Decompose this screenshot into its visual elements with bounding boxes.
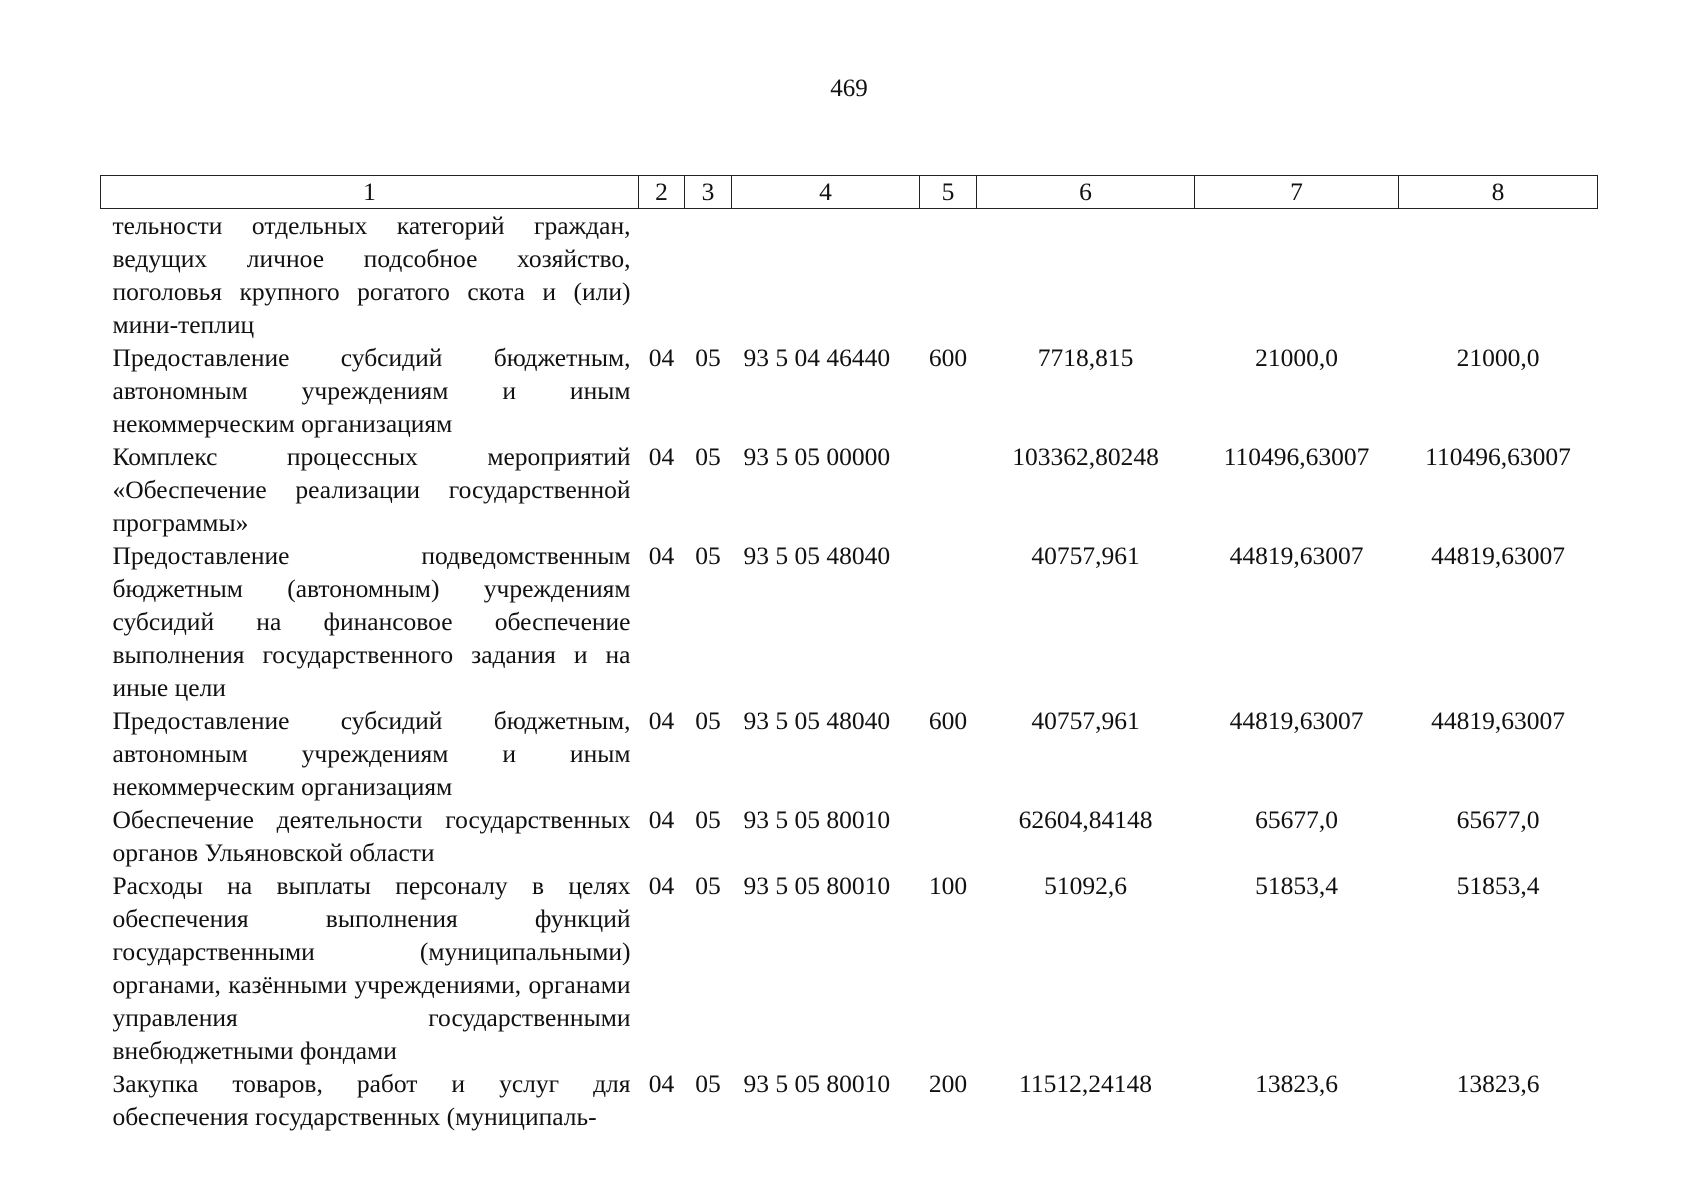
row-value-6: 103362,80248 — [1012, 442, 1159, 471]
table-row — [101, 440, 1598, 539]
row-value-7: 21000,0 — [1255, 343, 1338, 372]
row-expense-type — [920, 803, 977, 869]
row-value-6: 40757,961 — [1031, 706, 1140, 735]
row-target-code — [732, 209, 920, 342]
row-subsection: 05 — [695, 541, 721, 570]
row-description: Предоставление подведомственным бюджетным (автономным) учреждениям субсидий на финансовое обеспечение выполнения государственного задания и на иные цели — [112, 541, 631, 702]
row-subsection: 05 — [695, 343, 721, 372]
row-expense-type: 600 — [928, 343, 968, 372]
row-value-8: 51853,4 — [1456, 871, 1540, 900]
column-header-5: 5 — [920, 176, 977, 209]
row-expense-type — [920, 440, 977, 539]
row-value-8: 21000,0 — [1456, 343, 1540, 372]
table-row — [101, 704, 1598, 803]
row-value-6: 62604,84148 — [1018, 805, 1153, 834]
column-header-6: 6 — [977, 176, 1195, 209]
column-header-3: 3 — [685, 176, 732, 209]
row-value-8: 44819,63007 — [1431, 541, 1565, 570]
row-value-7: 110496,63007 — [1223, 442, 1370, 471]
row-section: 04 — [648, 442, 675, 471]
row-section: 04 — [648, 706, 675, 735]
page-number: 469 — [830, 75, 868, 102]
row-section: 04 — [648, 805, 675, 834]
row-value-7: 13823,6 — [1255, 1069, 1338, 1098]
row-target-code: 93 5 05 48040 — [743, 706, 891, 735]
row-description: Закупка товаров, работ и услуг для обеспечения государственных (муниципаль- — [112, 1069, 631, 1131]
table-row — [101, 1067, 1598, 1133]
row-subsection: 05 — [695, 706, 721, 735]
row-value-8: 65677,0 — [1456, 805, 1540, 834]
row-value-7 — [1195, 209, 1399, 342]
column-header-8: 8 — [1399, 176, 1598, 209]
row-value-6: 11512,24148 — [1019, 1069, 1152, 1098]
row-expense-type: 200 — [928, 1069, 968, 1098]
row-subsection: 05 — [695, 1069, 721, 1098]
row-subsection — [685, 209, 732, 342]
row-value-7: 44819,63007 — [1229, 541, 1364, 570]
row-section: 04 — [648, 1069, 675, 1098]
row-description: Расходы на выплаты персоналу в целях обеспечения выполнения функций государственными (муниципальными) органами, казёнными учреждениями, органами управления государственными внебюджетными фондами — [112, 871, 631, 1065]
column-header-2: 2 — [639, 176, 685, 209]
row-value-8: 110496,63007 — [1425, 442, 1571, 471]
row-target-code: 93 5 05 80010 — [743, 805, 891, 834]
row-description: Комплекс процессных мероприятий «Обеспечение реализации государственной программы» — [112, 442, 631, 537]
row-value-8: 13823,6 — [1456, 1069, 1540, 1098]
row-section: 04 — [648, 343, 675, 372]
row-value-7: 44819,63007 — [1229, 706, 1364, 735]
table-row — [101, 209, 1598, 342]
row-description: Предоставление субсидий бюджетным, автономным учреждениям и иным некоммерческим организациям — [112, 343, 631, 438]
row-target-code: 93 5 05 80010 — [743, 1069, 891, 1098]
row-subsection: 05 — [695, 805, 721, 834]
row-expense-type — [920, 209, 977, 342]
row-description: Предоставление субсидий бюджетным, автономным учреждениям и иным некоммерческим организациям — [112, 706, 631, 801]
row-value-7: 51853,4 — [1255, 871, 1338, 900]
row-target-code: 93 5 05 48040 — [743, 541, 891, 570]
table-row — [101, 803, 1598, 869]
row-value-6 — [977, 209, 1195, 342]
row-target-code: 93 5 04 46440 — [743, 343, 891, 372]
row-section: 04 — [648, 541, 675, 570]
row-value-6: 7718,815 — [1037, 343, 1134, 372]
table-row — [101, 539, 1598, 704]
row-expense-type: 600 — [928, 706, 968, 735]
row-section: 04 — [648, 871, 675, 900]
row-value-7: 65677,0 — [1255, 805, 1338, 834]
row-target-code: 93 5 05 80010 — [743, 871, 891, 900]
row-value-8 — [1399, 209, 1598, 342]
row-value-6: 51092,6 — [1044, 871, 1127, 900]
table-row — [101, 869, 1598, 1067]
row-value-8: 44819,63007 — [1431, 706, 1565, 735]
row-subsection: 05 — [695, 442, 721, 471]
column-header-7: 7 — [1195, 176, 1399, 209]
table-row — [101, 341, 1598, 440]
budget-table — [100, 175, 1598, 1133]
header-row — [101, 176, 1598, 209]
row-description: Обеспечение деятельности государственных органов Ульяновской области — [112, 805, 631, 867]
column-header-4: 4 — [732, 176, 920, 209]
column-header-1: 1 — [101, 176, 639, 209]
row-value-6: 40757,961 — [1031, 541, 1140, 570]
row-expense-type: 100 — [928, 871, 968, 900]
row-description: тельности отдельных категорий граждан, ведущих личное подсобное хозяйство, поголовья крупного рогатого скота и (или) мини-теплиц — [112, 211, 631, 339]
row-expense-type — [920, 539, 977, 704]
row-target-code: 93 5 05 00000 — [743, 442, 891, 471]
row-subsection: 05 — [695, 871, 721, 900]
row-section — [639, 209, 685, 342]
